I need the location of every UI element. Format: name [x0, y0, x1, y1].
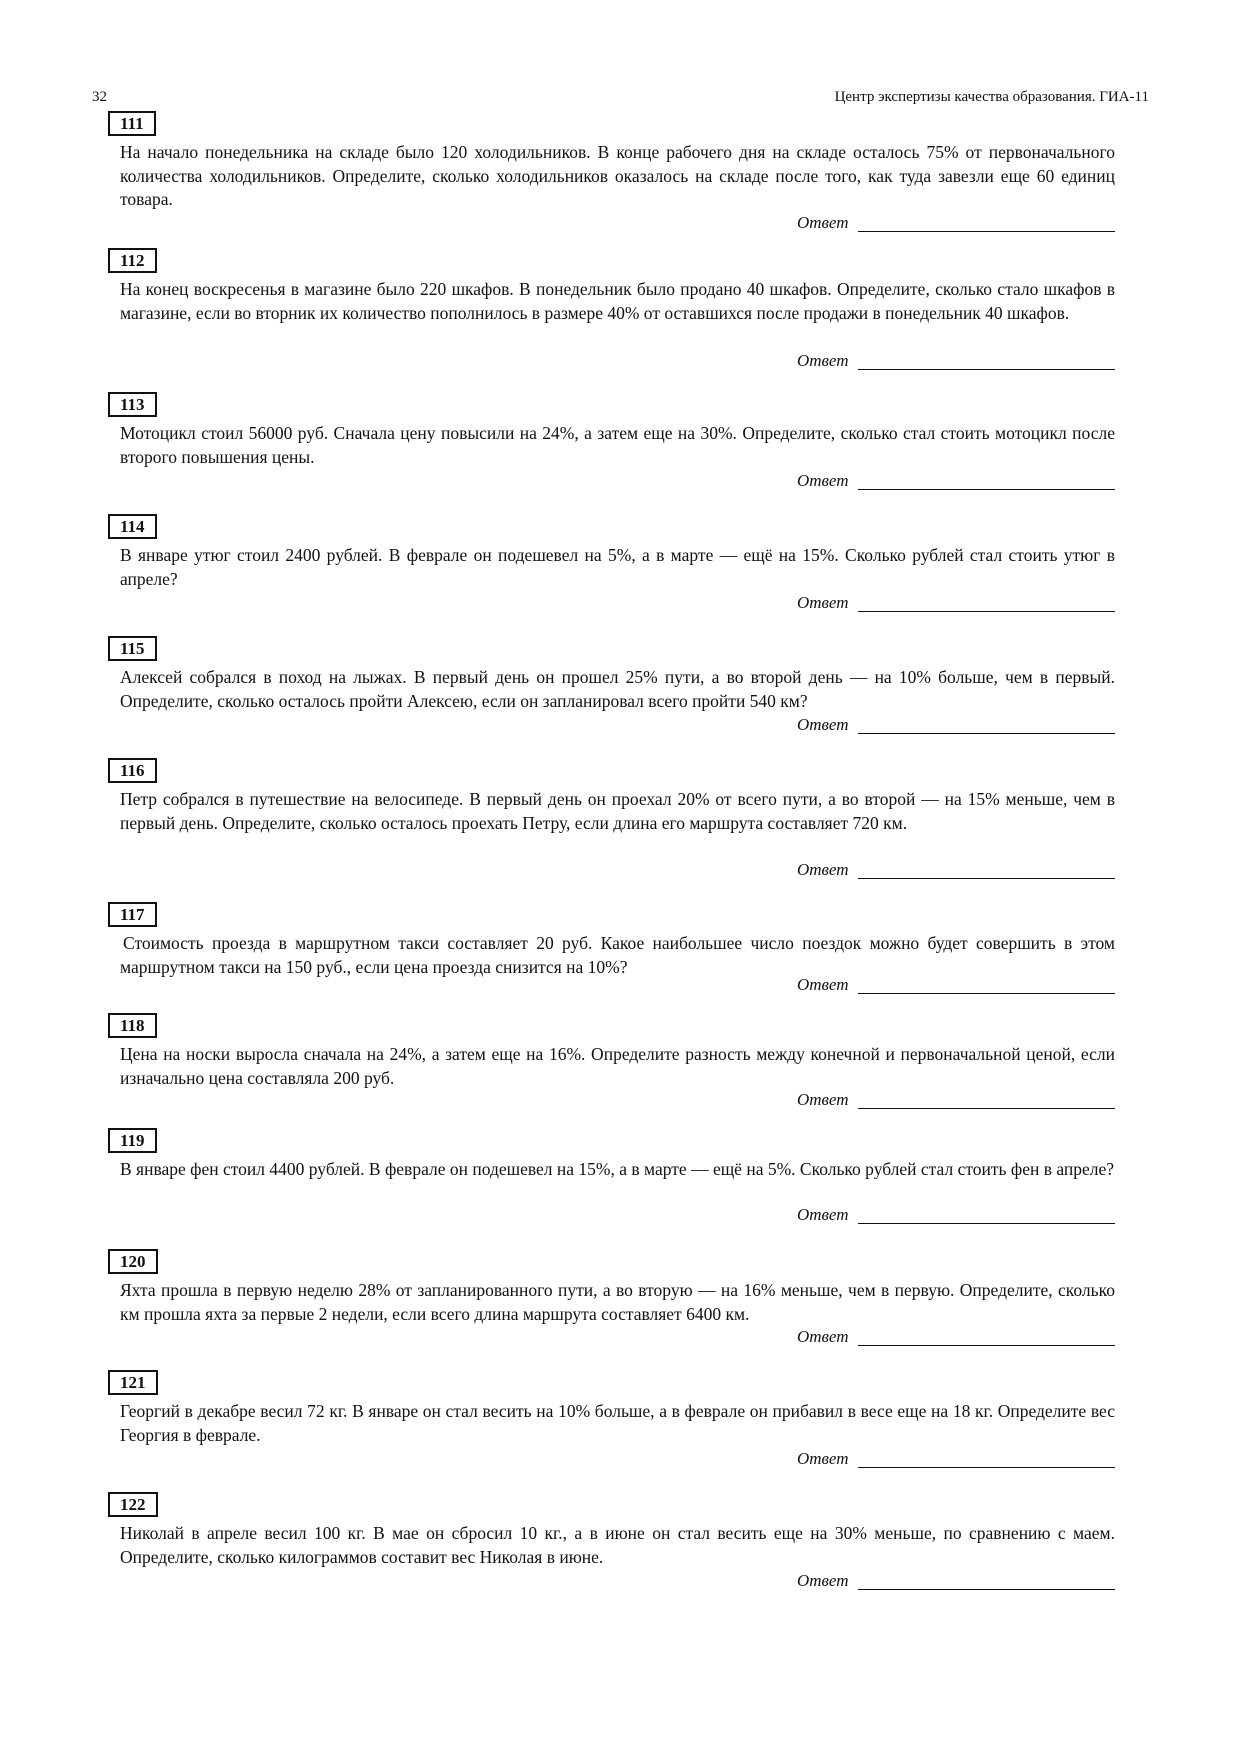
- answer-blank[interactable]: [858, 231, 1115, 232]
- task-118: [120, 1013, 1115, 1090]
- answer-blank[interactable]: [858, 611, 1115, 612]
- answer-blank[interactable]: [858, 1345, 1115, 1346]
- answer-blank[interactable]: [858, 369, 1115, 370]
- task-115: [120, 636, 1115, 713]
- task-111: [120, 111, 1115, 212]
- task-number: 120: [108, 1249, 158, 1274]
- answer-blank[interactable]: [858, 1589, 1115, 1590]
- task-number: 118: [108, 1013, 157, 1038]
- answer-blank[interactable]: [858, 1223, 1115, 1224]
- answer-label: Ответ: [797, 860, 849, 879]
- task-122: [120, 1492, 1115, 1569]
- task-119: [120, 1128, 1115, 1182]
- task-text: Яхта прошла в первую неделю 28% от запланированного пути, а во вторую — на 16% меньше, чем в первую. Определите, сколько км прошла яхта за первые 2 недели, если всего длина маршрута составляет 6400 км.: [120, 1280, 1115, 1324]
- task-text: Цена на носки выросла сначала на 24%, а затем еще на 16%. Определите разность между конечной и первоначальной ценой, если изначально цена составляла 200 руб.: [120, 1044, 1115, 1088]
- task-number: 111: [108, 111, 156, 136]
- task-117: [120, 902, 1115, 979]
- task-number: 117: [108, 902, 157, 927]
- task-120: [120, 1249, 1115, 1326]
- task-text: Стоимость проезда в маршрутном такси составляет 20 руб. Какое наибольшее число поездок можно будет совершить в этом маршрутном такси на 150 руб., если цена проезда снизится на 10%?: [120, 933, 1115, 977]
- task-121: [120, 1370, 1115, 1447]
- task-112: [120, 248, 1115, 325]
- answer-line[interactable]: [797, 349, 1115, 373]
- answer-line[interactable]: [797, 1203, 1115, 1227]
- task-text: Алексей собрался в поход на лыжах. В первый день он прошел 25% пути, а во второй день — на 10% больше, чем в первый. Определите, сколько осталось пройти Алексею, если он запланировал всего пройти 540 км?: [120, 667, 1115, 711]
- header-title: Центр экспертизы качества образования. ГИА-11: [834, 89, 1149, 105]
- task-113: [120, 392, 1115, 469]
- task-number: 112: [108, 248, 157, 273]
- answer-blank[interactable]: [858, 1467, 1115, 1468]
- answer-line[interactable]: [797, 1088, 1115, 1112]
- task-text: В январе утюг стоил 2400 рублей. В феврале он подешевел на 5%, а в марте — ещё на 15%. Сколько рублей стал стоить утюг в апреле?: [120, 545, 1115, 589]
- task-text: На начало понедельника на складе было 120 холодильников. В конце рабочего дня на складе осталось 75% от первоначального количества холодильников. Определите, сколько холодильников оказалось на складе после того, как туда завезли еще 60 единиц товара.: [120, 142, 1115, 209]
- answer-line[interactable]: [797, 858, 1115, 882]
- task-text: Мотоцикл стоил 56000 руб. Сначала цену повысили на 24%, а затем еще на 30%. Определите, сколько стал стоить мотоцикл после второго повышения цены.: [120, 423, 1115, 467]
- answer-label: Ответ: [797, 1327, 849, 1346]
- answer-label: Ответ: [797, 593, 849, 612]
- answer-label: Ответ: [797, 715, 849, 734]
- task-number: 113: [108, 392, 157, 417]
- page-header: [92, 89, 1149, 109]
- task-text: Петр собрался в путешествие на велосипеде. В первый день он проехал 20% от всего пути, а во второй — на 15% меньше, чем в первый день. Определите, сколько осталось проехать Петру, если длина его маршрута составляет 720 км.: [120, 789, 1115, 833]
- task-number: 115: [108, 636, 157, 661]
- answer-blank[interactable]: [858, 1108, 1115, 1109]
- task-number: 121: [108, 1370, 158, 1395]
- task-number: 114: [108, 514, 157, 539]
- answer-line[interactable]: [797, 591, 1115, 615]
- answer-line[interactable]: [797, 1569, 1115, 1593]
- task-114: [120, 514, 1115, 591]
- task-number: 116: [108, 758, 157, 783]
- answer-line[interactable]: [797, 1325, 1115, 1349]
- answer-label: Ответ: [797, 213, 849, 232]
- task-text: Николай в апреле весил 100 кг. В мае он сбросил 10 кг., а в июне он стал весить еще на 30% меньше, по сравнению с маем. Определите, сколько килограммов составит вес Николая в июне.: [120, 1523, 1115, 1567]
- answer-line[interactable]: [797, 211, 1115, 235]
- answer-blank[interactable]: [858, 878, 1115, 879]
- answer-blank[interactable]: [858, 993, 1115, 994]
- answer-line[interactable]: [797, 469, 1115, 493]
- answer-label: Ответ: [797, 975, 849, 994]
- task-116: [120, 758, 1115, 835]
- task-text: На конец воскресенья в магазине было 220 шкафов. В понедельник было продано 40 шкафов. Определите, сколько стало шкафов в магазине, если во вторник их количество пополнилось в размере 40% от оставшихся после продажи в понедельник 40 шкафов.: [120, 279, 1115, 323]
- answer-label: Ответ: [797, 1571, 849, 1590]
- answer-label: Ответ: [797, 1449, 849, 1468]
- answer-line[interactable]: [797, 1447, 1115, 1471]
- task-text: В январе фен стоил 4400 рублей. В феврале он подешевел на 15%, а в марте — ещё на 5%. Сколько рублей стал стоить фен в апреле?: [120, 1159, 1115, 1179]
- task-number: 119: [108, 1128, 157, 1153]
- task-number: 122: [108, 1492, 158, 1517]
- answer-line[interactable]: [797, 713, 1115, 737]
- answer-blank[interactable]: [858, 733, 1115, 734]
- answer-line[interactable]: [797, 973, 1115, 997]
- answer-label: Ответ: [797, 471, 849, 490]
- task-text: Георгий в декабре весил 72 кг. В январе он стал весить на 10% больше, а в феврале он прибавил в весе еще на 18 кг. Определите вес Георгия в феврале.: [120, 1401, 1115, 1445]
- answer-label: Ответ: [797, 351, 849, 370]
- answer-label: Ответ: [797, 1090, 849, 1109]
- page-number: 32: [92, 89, 107, 105]
- answer-blank[interactable]: [858, 489, 1115, 490]
- answer-label: Ответ: [797, 1205, 849, 1224]
